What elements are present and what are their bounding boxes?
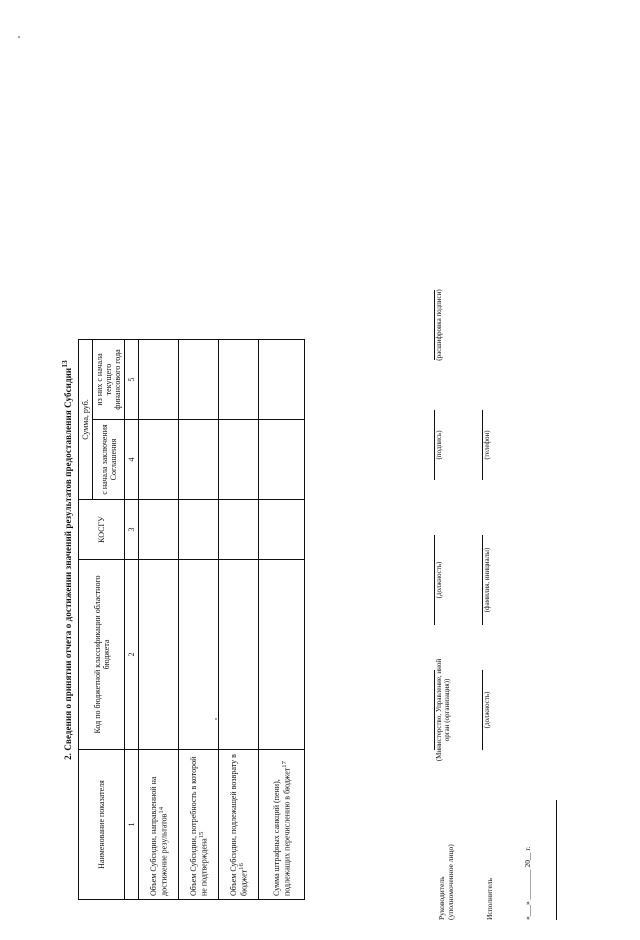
table-row <box>179 339 219 899</box>
col-number: 2 <box>125 560 139 750</box>
table-cell <box>179 500 219 560</box>
section-title <box>60 200 73 920</box>
table-cell <box>179 339 219 419</box>
bottom-rule <box>556 800 557 920</box>
table-cell <box>139 500 179 560</box>
col-number: 5 <box>125 339 139 419</box>
table-cell <box>219 560 259 750</box>
executor-label: Исполнитель <box>485 878 494 920</box>
header-row-1 <box>79 339 93 899</box>
col-number: 1 <box>125 750 139 900</box>
col-number: 3 <box>125 500 139 560</box>
scan-speck <box>18 36 20 38</box>
row-name: Сумма штрафных санкций (пени), подлежащих перечислению в бюджет$^{17}$ <box>259 750 305 900</box>
table-row <box>219 339 259 899</box>
header-budget-code: Код по бюджетной классификации областного бюджета <box>79 560 125 750</box>
row-name: Объем Субсидии, потребность в которой не подтверждена$^{15}$ <box>179 750 219 900</box>
table-cell <box>259 339 305 419</box>
row-name: Объем Субсидии, направленной на достижение результатов$^{14}$ <box>139 750 179 900</box>
table-cell <box>219 500 259 560</box>
rotated-sheet <box>60 180 580 940</box>
table-cell <box>259 560 305 750</box>
exec-position-caption: (должность) <box>483 691 491 729</box>
section-title-text: 2. Сведения о принятии отчета о достижении значений результатов предоставления Субсидии <box>63 367 73 760</box>
header-since-year: из них с начала текущего финансового года <box>93 339 125 419</box>
table-cell <box>179 560 219 750</box>
table-cell <box>139 420 179 500</box>
table-cell <box>139 339 179 419</box>
col-number: 4 <box>125 420 139 500</box>
table-cell <box>259 420 305 500</box>
row-name: Объем Субсидии, подлежащей возврату в бюджет$^{16}$ <box>219 750 259 900</box>
phone-caption: (телефон) <box>483 430 491 460</box>
signature-caption: (подпись) <box>435 430 443 460</box>
table-row <box>259 339 305 899</box>
date-line: «___» ________ 20__ г. <box>523 846 532 920</box>
report-table <box>78 339 305 900</box>
position-caption: (должность) <box>435 561 443 599</box>
header-kosgu: КОСГУ <box>79 500 125 560</box>
header-sum-group: Сумма, руб. <box>79 339 93 499</box>
decode-caption: (расшифровка подписи) <box>435 289 443 361</box>
header-indicator: Наименование показателя <box>79 750 125 900</box>
section-title-note: 13 <box>60 360 69 368</box>
table-cell <box>219 339 259 419</box>
column-number-row <box>125 339 139 899</box>
exec-name-caption: (фамилия, инициалы) <box>483 547 491 613</box>
signature-block <box>420 200 570 920</box>
table-cell <box>179 420 219 500</box>
head-label: Руководитель (уполномоченное лицо) <box>437 844 455 920</box>
table-cell <box>139 560 179 750</box>
header-since-agreement: с начала заключения Соглашения <box>93 420 125 500</box>
org-caption: (Министерство, Управление, иной орган (организация)) <box>435 658 451 762</box>
table-cell <box>259 500 305 560</box>
table-cell <box>219 420 259 500</box>
table-row <box>139 339 179 899</box>
